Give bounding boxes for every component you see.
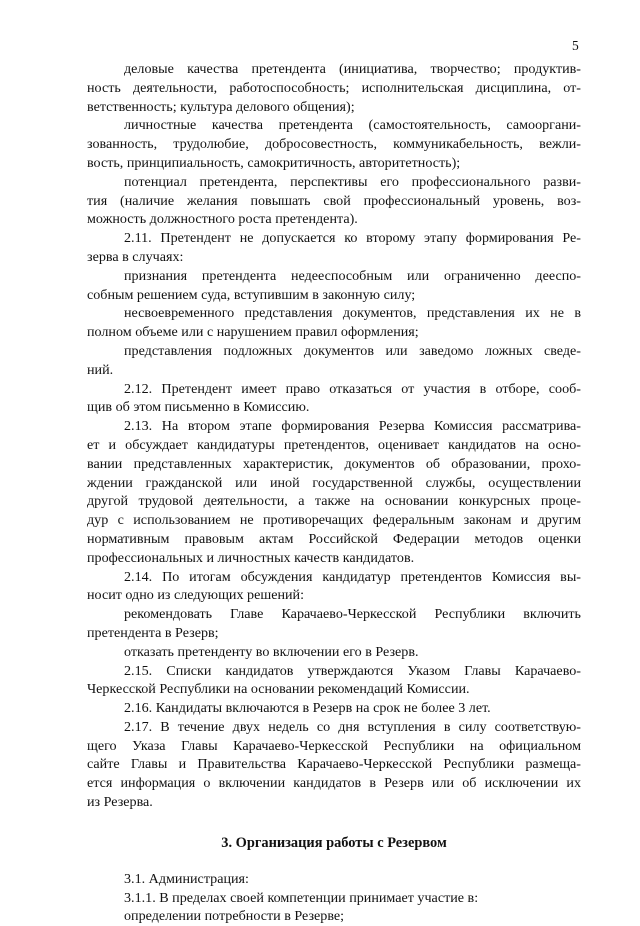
text-line: ность деятельности, работоспособность; исполнительская дисциплина, от- — [87, 79, 581, 96]
text-line: зерва в случаях: — [87, 248, 184, 265]
paragraph — [87, 229, 581, 267]
text-line: носит одно из следующих решений: — [87, 587, 305, 604]
document-body — [87, 60, 581, 926]
text-line: рекомендовать Главе Карачаево-Черкесской Республики включить — [124, 606, 581, 623]
text-line: вании представленных характеристик, документов об образовании, прохо- — [87, 455, 581, 472]
text-line: потенциал претендента, перспективы его профессионального разви- — [124, 173, 581, 190]
text-line: щего Указа Главы Карачаево-Черкесской Республики на официальном — [87, 737, 581, 754]
text-line: зованность, трудолюбие, добросовестность, коммуникабельность, вежли- — [87, 136, 581, 153]
text-line: 2.16. Кандидаты включаются в Резерв на срок не более 3 лет. — [124, 700, 491, 717]
section-2-text — [87, 60, 581, 812]
text-line: 2.11. Претендент не допускается ко второму этапу формирования Ре- — [124, 230, 581, 247]
text-line: вость, принципиальность, самокритичность, авторитетность); — [87, 154, 461, 171]
paragraph — [87, 643, 581, 662]
text-line: представления подложных документов или заведомо ложных сведе- — [124, 342, 581, 359]
page-number: 5 — [572, 38, 579, 53]
text-line: полном объеме или с нарушением правил оформления; — [87, 324, 419, 341]
paragraph — [87, 116, 581, 172]
text-line: претендента в Резерв; — [87, 624, 219, 641]
text-line: ний. — [87, 361, 114, 378]
text-line: 2.17. В течение двух недель со дня вступления в силу соответствую- — [124, 718, 581, 735]
text-line: деловые качества претендента (инициатива, творчество; продуктив- — [124, 61, 581, 77]
text-line: дур с использованием не противоречащих федеральным законам и другим — [87, 512, 581, 529]
text-line: несвоевременного представления документов, представления их не в — [124, 305, 581, 322]
paragraph — [87, 342, 581, 380]
text-line: профессиональных и личностных качеств кандидатов. — [87, 549, 415, 566]
text-line: нормативным правовым актам Российской Федерации методов оценки — [87, 530, 581, 547]
text-line: ветственность; культура делового общения); — [87, 98, 355, 115]
paragraph — [87, 605, 581, 643]
text-line: Черкесской Республики на основании рекомендаций Комиссии. — [87, 681, 470, 698]
text-line: собным решением суда, вступившим в законную силу; — [87, 286, 416, 303]
text-line: сайте Главы и Правительства Карачаево-Черкесской Республики размеща- — [87, 756, 581, 773]
text-line: 2.12. Претендент имеет право отказаться от участия в отборе, сооб- — [124, 380, 581, 397]
text-line: 3.1.1. В пределах своей компетенции принимает участие в: — [124, 889, 479, 906]
text-line: тия (наличие желания повышать свой профессиональный уровень, воз- — [87, 192, 581, 209]
text-line: ждении гражданской или иной государственной службы, осуществлении — [87, 474, 581, 491]
section-3-text — [87, 870, 581, 926]
paragraph — [87, 662, 581, 700]
text-line: щив об этом письменно в Комиссию. — [87, 399, 310, 416]
paragraph — [87, 907, 581, 926]
text-line: признания претендента недееспособным или ограниченно дееспо- — [124, 267, 581, 284]
text-line: 2.15. Списки кандидатов утверждаются Указом Главы Карачаево- — [124, 662, 581, 679]
text-line: другой трудовой деятельности, а также на основании конкурсных проце- — [87, 493, 581, 510]
text-line: 2.13. На втором этапе формирования Резерва Комиссия рассматрива- — [124, 418, 581, 435]
paragraph — [87, 870, 581, 889]
paragraph — [87, 173, 581, 229]
text-line: личностные качества претендента (самостоятельность, самооргани- — [124, 117, 581, 134]
paragraph — [87, 267, 581, 305]
text-line: отказать претенденту во включении его в Резерв. — [124, 643, 419, 660]
section-heading: 3. Организация работы с Резервом — [221, 834, 447, 851]
paragraph — [87, 417, 581, 567]
text-line: можность должностного роста претендента). — [87, 211, 358, 228]
text-line: из Резерва. — [87, 794, 153, 811]
text-line: определении потребности в Резерве; — [124, 908, 345, 925]
text-line: 2.14. По итогам обсуждения кандидатур претендентов Комиссия вы- — [124, 568, 581, 585]
text-line: ется информация о включении кандидатов в Резерв или об исключении их — [87, 775, 581, 792]
paragraph — [87, 718, 581, 812]
paragraph — [87, 568, 581, 606]
paragraph — [87, 380, 581, 418]
text-line: 3.1. Администрация: — [124, 870, 249, 887]
text-line: ет и обсуждает кандидатуры претендентов, оценивает кандидатов на осно- — [87, 436, 581, 453]
paragraph — [87, 304, 581, 342]
paragraph — [87, 60, 581, 116]
paragraph — [87, 699, 581, 718]
